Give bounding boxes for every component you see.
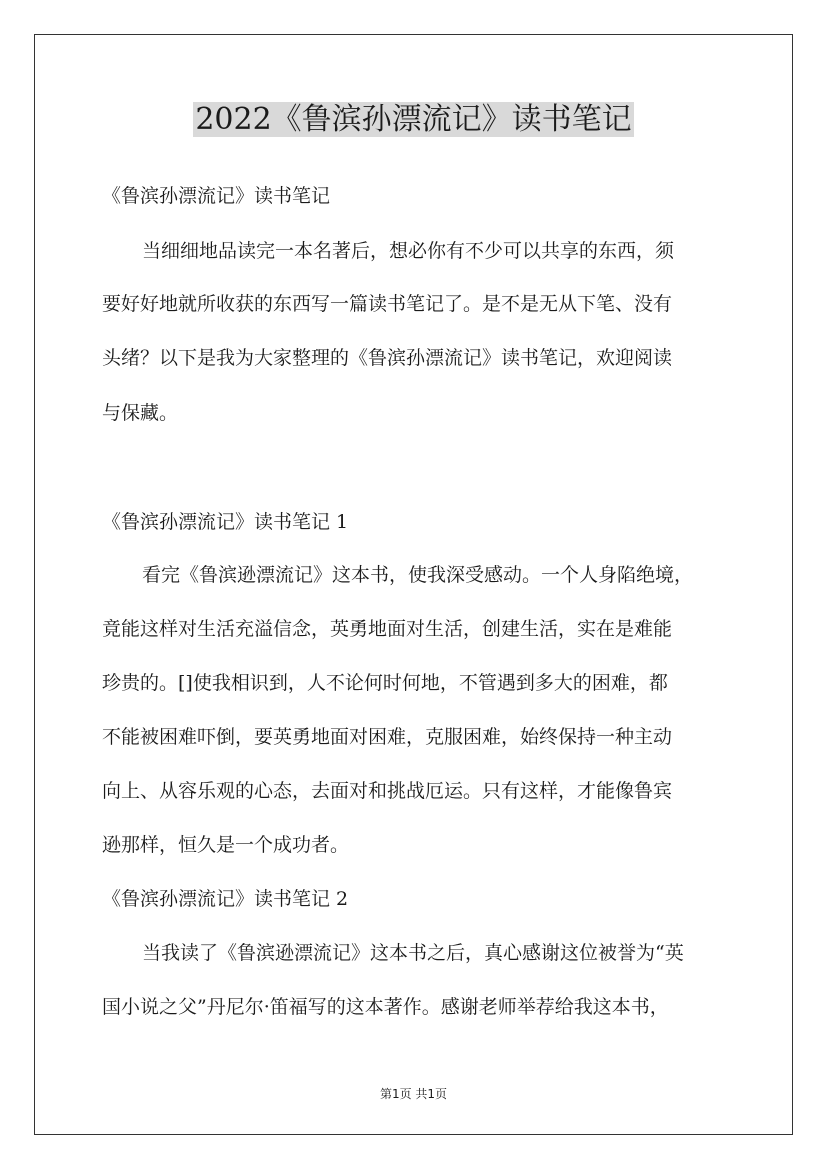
document-title-wrap: [0, 98, 827, 142]
paragraph-line: 国小说之父”丹尼尔·笛福写的这本著作。感谢老师举荐给我这本书，: [102, 996, 669, 1018]
section-heading-1: 《鲁滨孙漂流记》读书笔记 1: [102, 511, 349, 533]
section-heading-intro: 《鲁滨孙漂流记》读书笔记: [102, 185, 331, 207]
paragraph-line: 竟能这样对生活充溢信念，英勇地面对生活，创建生活，实在是难能: [102, 618, 673, 640]
paragraph-line: 与保藏。: [102, 402, 179, 424]
paragraph-line: 向上、从容乐观的心态，去面对和挑战厄运。只有这样，才能像鲁宾: [102, 780, 673, 802]
paragraph-line: 当细细地品读完一本名著后，想必你有不少可以共享的东西，须: [142, 240, 675, 262]
section-heading-2: 《鲁滨孙漂流记》读书笔记 2: [102, 888, 349, 910]
paragraph-line: 不能被困难吓倒，要英勇地面对困难，克服困难，始终保持一种主动: [102, 726, 673, 748]
paragraph-line: 当我读了《鲁滨逊漂流记》这本书之后，真心感谢这位被誉为“英: [142, 942, 684, 964]
document-title: 2022《鲁滨孙漂流记》读书笔记: [195, 102, 632, 137]
page-footer: 第1页 共1页: [379, 1087, 448, 1101]
paragraph-line: 看完《鲁滨逊漂流记》这本书，使我深受感动。一个人身陷绝境，: [142, 564, 694, 586]
paragraph-line: 珍贵的。[]使我相识到，人不论何时何地，不管遇到多大的困难，都: [102, 672, 668, 694]
paragraph-line: 要好好地就所收获的东西写一篇读书笔记了。是不是无从下笔、没有: [102, 293, 673, 315]
paragraph-line: 头绪？以下是我为大家整理的《鲁滨孙漂流记》读书笔记，欢迎阅读: [102, 347, 673, 369]
paragraph-line: 逊那样，恒久是一个成功者。: [102, 834, 350, 856]
